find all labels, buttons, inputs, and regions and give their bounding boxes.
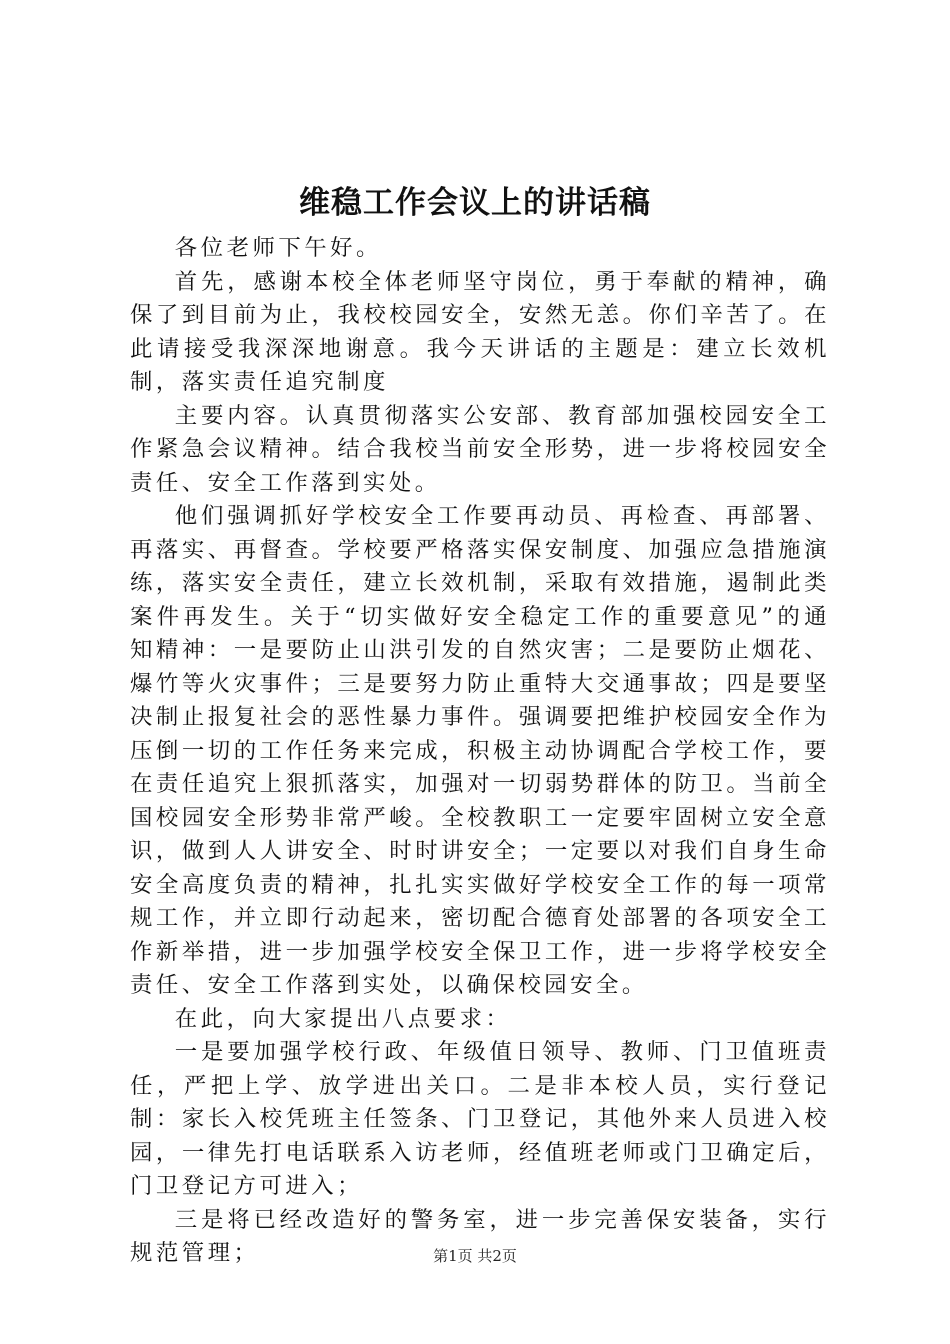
paragraph-main-content: 主要内容。认真贯彻落实公安部、教育部加强校园安全工作紧急会议精神。结合我校当前安全形势，进一步将校园安全责任、安全工作落到实处。 [130,402,830,496]
paragraph-eight-requirements-intro: 在此，向大家提出八点要求： [174,1005,512,1032]
document-body [130,232,830,1271]
paragraph-requirement-three: 三是将已经改造好的警务室，进一步完善保安装备，实行规范管理； [130,1206,830,1266]
paragraph-requirements-overview: 他们强调抓好学校安全工作要再动员、再检查、再部署、再落实、再督查。学校要严格落实保安制度、加强应急措施演练，落实安全责任，建立长效机制，采取有效措施，遏制此类案件再发生。关于“切实做好安全稳定工作的重要意见”的通知精神：一是要防止山洪引发的自然灾害；二是要防止烟花、爆竹等火灾事件；三是要努力防止重特大交通事故；四是要坚决制止报复社会的恶性暴力事件。强调要把维护校园安全作为压倒一切的工作任务来完成，积极主动协调配合学校工作，要在责任追究上狠抓落实，加强对一切弱势群体的防卫。当前全国校园安全形势非常严峻。全校教职工一定要牢固树立安全意识，做到人人讲安全、时时讲安全；一定要以对我们自身生命安全高度负责的精神，扎扎实实做好学校安全工作的每一项常规工作，并立即行动起来，密切配合德育处部署的各项安全工作新举措，进一步加强学校安全保卫工作，进一步将学校安全责任、安全工作落到实处，以确保校园安全。 [130,503,830,998]
paragraph-greeting: 各位老师下午好。 [174,235,382,261]
paragraph-thanks: 首先，感谢本校全体老师坚守岗位，勇于奉献的精神，确保了到目前为止，我校校园安全，安然无恙。你们辛苦了。在此请接受我深深地谢意。我今天讲话的主题是：建立长效机制，落实责任追究制度 [130,268,830,395]
document-title: 维稳工作会议上的讲话稿 [299,185,651,221]
page-number-footer: 第1页 共2页 [433,1247,517,1265]
paragraph-requirement-one-two: 一是要加强学校行政、年级值日领导、教师、门卫值班责任，严把上学、放学进出关口。二是非本校人员，实行登记制：家长入校凭班主任签条、门卫登记，其他外来人员进入校园，一律先打电话联系入访老师，经值班老师或门卫确定后，门卫登记方可进入； [130,1039,830,1199]
